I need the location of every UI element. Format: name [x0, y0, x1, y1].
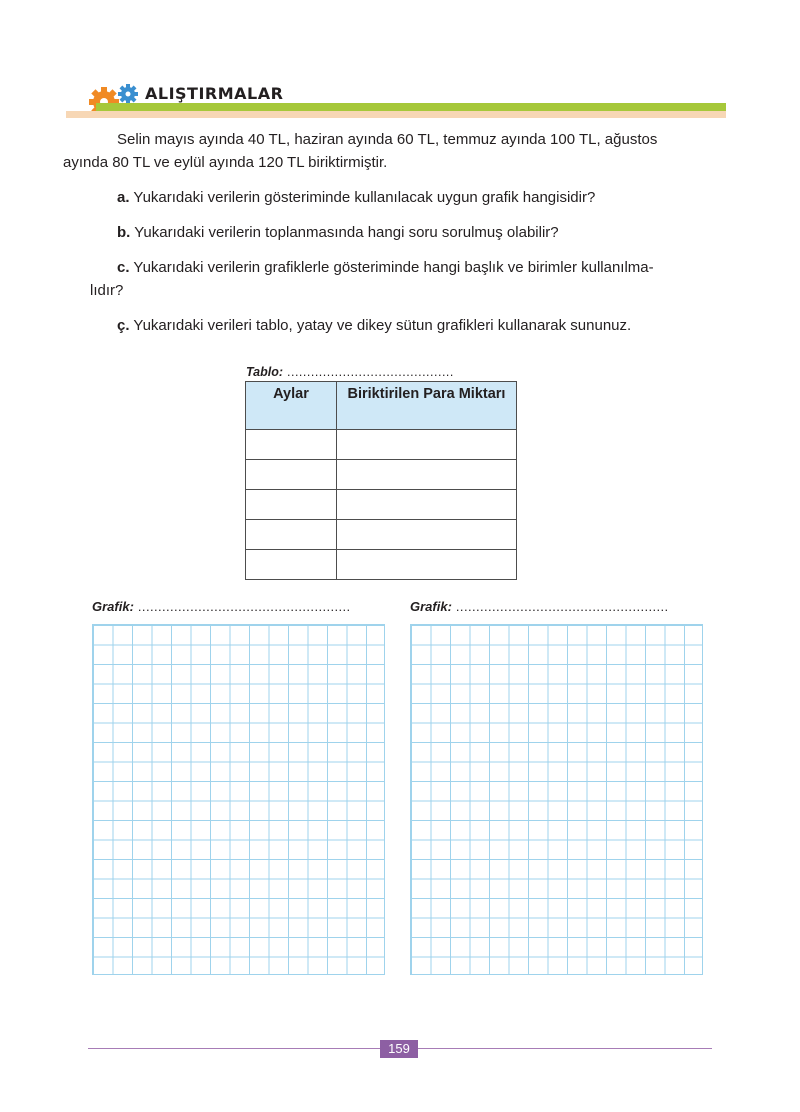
graph-caption-left: [92, 599, 351, 614]
question-c-text-cont: lıdır?: [90, 282, 124, 299]
column-header-amount: Biriktirilen Para Miktarı: [337, 382, 517, 430]
section-header: [0, 0, 800, 130]
table-cell[interactable]: [246, 550, 337, 580]
graph-caption-right-label: Grafik:: [410, 599, 452, 614]
page-number: 159: [380, 1040, 418, 1058]
question-a: [90, 186, 712, 209]
question-c: [90, 256, 712, 302]
graph-caption-left-label: Grafik:: [92, 599, 134, 614]
table-header-row: [246, 382, 517, 430]
table-caption: [246, 365, 454, 379]
graph-grid-left[interactable]: [92, 624, 385, 975]
table-row: [246, 520, 517, 550]
table-cell[interactable]: [337, 490, 517, 520]
question-cc-text: Yukarıdaki verileri tablo, yatay ve dikey sütun grafikleri kullanarak sununuz.: [129, 317, 632, 334]
exercise-content: [63, 128, 712, 337]
table-cell[interactable]: [337, 520, 517, 550]
table-cell[interactable]: [337, 460, 517, 490]
graph-caption-right: [410, 599, 669, 614]
question-b: [90, 221, 712, 244]
table-row: [246, 430, 517, 460]
table-row: [246, 490, 517, 520]
question-cc-label: ç.: [117, 317, 130, 334]
graph-caption-right-blank[interactable]: .....................................................: [451, 599, 669, 614]
savings-table: [245, 381, 517, 580]
table-cell[interactable]: [337, 430, 517, 460]
header-bar-peach: [66, 111, 726, 118]
section-title: ALIŞTIRMALAR: [145, 84, 284, 103]
table-cell[interactable]: [337, 550, 517, 580]
graph-grid-right[interactable]: [410, 624, 703, 975]
header-bar-green: [96, 103, 726, 111]
question-a-label: a.: [117, 189, 130, 206]
intro-line-1: Selin mayıs ayında 40 TL, haziran ayında 60 TL, temmuz ayında 100 TL, ağustos: [117, 131, 658, 148]
question-c-text: Yukarıdaki verilerin grafiklerle gösteriminde hangi başlık ve birimler kullanılma-: [129, 259, 654, 276]
graph-caption-left-blank[interactable]: .....................................................: [133, 599, 351, 614]
question-a-text: Yukarıdaki verilerin gösteriminde kullanılacak uygun grafik hangisidir?: [129, 189, 596, 206]
table-cell[interactable]: [246, 430, 337, 460]
question-c-label: c.: [117, 259, 130, 276]
question-b-text: Yukarıdaki verilerin toplanmasında hangi soru sorulmuş olabilir?: [130, 224, 559, 241]
table-cell[interactable]: [246, 460, 337, 490]
column-header-months: Aylar: [246, 382, 337, 430]
table-caption-label: Tablo:: [246, 365, 284, 379]
table-row: [246, 550, 517, 580]
question-b-label: b.: [117, 224, 131, 241]
table-cell[interactable]: [246, 520, 337, 550]
question-cc: [90, 314, 712, 337]
table-caption-blank[interactable]: ..........................................: [283, 365, 454, 379]
intro-paragraph: [63, 128, 712, 174]
intro-line-2: ayında 80 TL ve eylül ayında 120 TL biriktirmiştir.: [63, 154, 388, 171]
table-row: [246, 460, 517, 490]
table-cell[interactable]: [246, 490, 337, 520]
